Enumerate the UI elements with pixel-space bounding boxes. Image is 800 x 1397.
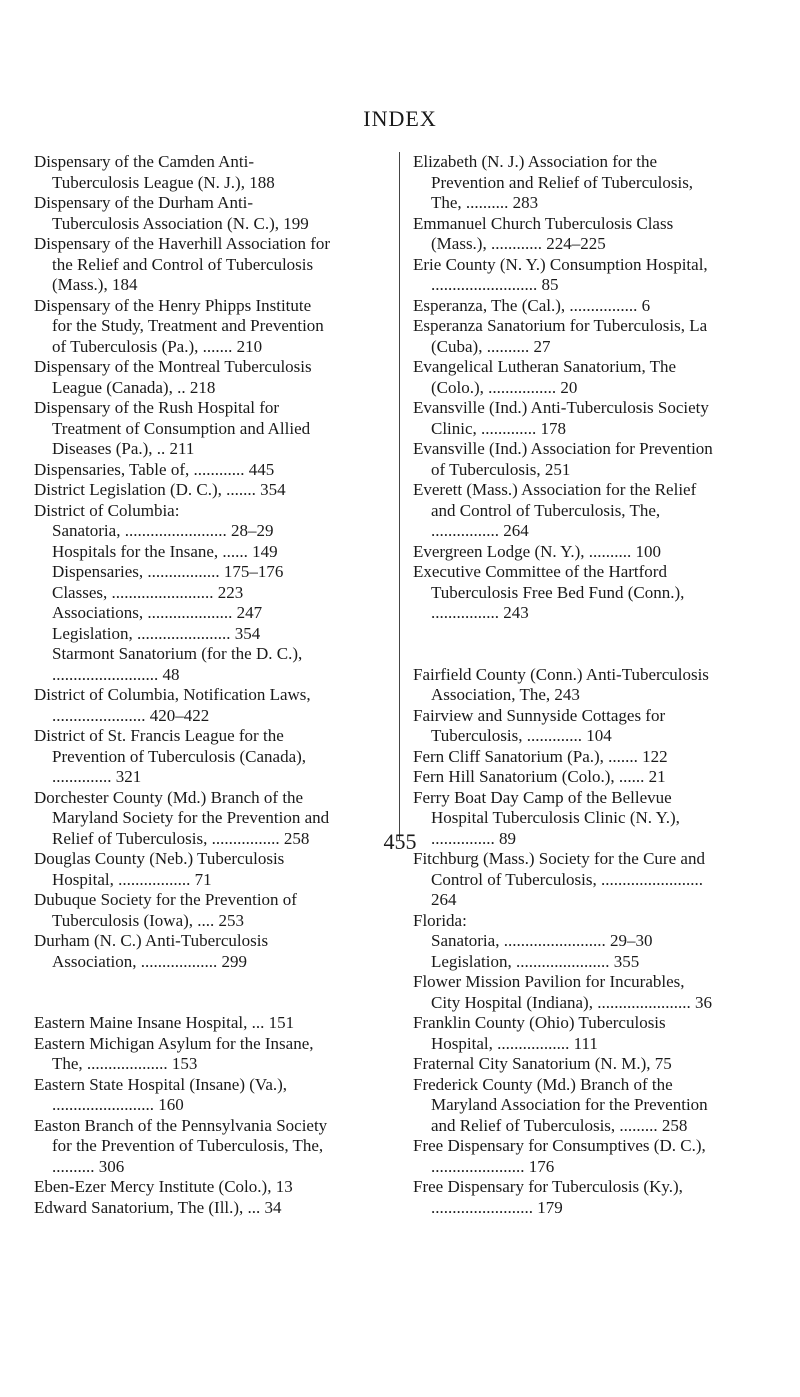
index-entry: Executive Committee of the Hartford Tuberculosis Free Bed Fund (Conn.), ................ 243 (413, 562, 685, 622)
index-entry: Durham (N. C.) Anti-Tuberculosis Association, .................. 299 (34, 931, 269, 971)
index-entry: Franklin County (Ohio) Tuberculosis Hospital, ................. 111 (413, 1013, 666, 1053)
index-entry: Easton Branch of the Pennsylvania Society for the Prevention of Tuberculosis, The, .......... 306 (34, 1115, 328, 1176)
index-entry: Erie County (N. Y.) Consumption Hospital, ......................... 85 (413, 254, 708, 294)
page-header: INDEX (363, 106, 437, 131)
index-entry: Fairview and Sunnyside Cottages for Tuberculosis, ............. 104 (413, 705, 666, 745)
index-entry: Dispensary of the Henry Phipps Institute for the Study, Treatment and Prevention of Tuberculosis (Pa.), ....... 210 (34, 295, 324, 356)
index-entry: Dispensary of the Durham Anti-Tuberculosis Association (N. C.), 199 (34, 193, 309, 233)
index-entry: Free Dispensary for Consumptives (D. C.), ...................... 176 (413, 1136, 706, 1176)
index-entry: Fairfield County (Conn.) Anti-Tuberculosis Association, The, 243 (413, 664, 709, 704)
index-entry: Dispensaries, Table of, ............ 445 (34, 459, 275, 479)
index-entry: Dispensary of the Rush Hospital for Treatment of Consumption and Allied Diseases (Pa.), .. 211 (34, 398, 311, 458)
index-subentry: Legislation, ...................... 354 (52, 623, 261, 643)
index-subentry: Hospitals for the Insane, ...... 149 (52, 541, 278, 561)
index-entry: Everett (Mass.) Association for the Relief and Control of Tuberculosis, The, ................ 264 (413, 480, 697, 540)
index-subentry: Starmont Sanatorium (for the D. C.), ......................... 48 (52, 644, 303, 684)
index-entry: Fitchburg (Mass.) Society for the Cure and Control of Tuberculosis, ........................ 264 (413, 849, 705, 909)
index-entry: Fern Cliff Sanatorium (Pa.), ....... 122 (413, 746, 668, 766)
index-entry: Edward Sanatorium, The (Ill.), ... 34 (34, 1197, 282, 1217)
index-entry: Dorchester County (Md.) Branch of the Maryland Society for the Prevention and Relief of Tuberculosis, ................ 258 (34, 787, 330, 848)
index-entry: Free Dispensary for Tuberculosis (Ky.), ........................ 179 (413, 1177, 683, 1217)
index-entry: Esperanza Sanatorium for Tuberculosis, La (Cuba), .......... 27 (413, 316, 708, 356)
index-entry: District of Columbia, Notification Laws, ...................... 420–422 (34, 685, 311, 725)
index-entry: Eastern State Hospital (Insane) (Va.), ........................ 160 (34, 1074, 288, 1114)
index-entry: Evangelical Lutheran Sanatorium, The (Colo.), ................ 20 (413, 357, 677, 397)
index-heading: Florida: (413, 910, 467, 930)
index-entry: Emmanuel Church Tuberculosis Class (Mass.), ............ 224–225 (413, 213, 674, 253)
section-gap (413, 624, 713, 665)
index-entry: Eastern Maine Insane Hospital, ... 151 (34, 1013, 295, 1032)
page-number: 455 (383, 829, 417, 854)
index-entry: Elizabeth (N. J.) Association for the Prevention and Relief of Tuberculosis, The, .......... 283 (413, 152, 694, 212)
column-divider (399, 152, 400, 840)
index-entry: Evansville (Ind.) Anti-Tuberculosis Society Clinic, ............. 178 (413, 398, 709, 438)
index-entry: Dubuque Society for the Prevention of Tuberculosis (Iowa), .... 253 (34, 890, 297, 930)
index-subentry: Dispensaries, ................. 175–176 (52, 562, 284, 581)
section-gap (34, 972, 334, 1013)
index-entry: Douglas County (Neb.) Tuberculosis Hospital, ................. 71 (34, 849, 285, 889)
right-column (413, 152, 713, 1218)
index-heading: District of Columbia: (34, 500, 180, 520)
index-entry: Fern Hill Sanatorium (Colo.), ...... 21 (413, 767, 666, 786)
index-entry: Ferry Boat Day Camp of the Bellevue Hospital Tuberculosis Clinic (N. Y.), ............... 89 (413, 787, 680, 848)
index-subentry: Sanatoria, ........................ 29–30 (431, 931, 653, 950)
index-entry: Evansville (Ind.) Association for Prevention of Tuberculosis, 251 (413, 439, 713, 479)
index-entry: Flower Mission Pavilion for Incurables, City Hospital (Indiana), ...................... 36 (413, 972, 712, 1012)
index-entry: District Legislation (D. C.), ....... 354 (34, 480, 286, 499)
index-entry: Frederick County (Md.) Branch of the Maryland Association for the Prevention and Relief of Tuberculosis, ......... 258 (413, 1074, 708, 1135)
index-entry: Evergreen Lodge (N. Y.), .......... 100 (413, 541, 662, 561)
index-entry: Dispensary of the Haverhill Association for the Relief and Control of Tuberculosis (Mass.), 184 (34, 234, 331, 294)
index-subentry: Classes, ........................ 223 (52, 582, 244, 602)
index-entry: Dispensary of the Montreal Tuberculosis League (Canada), .. 218 (34, 357, 312, 397)
index-entry: Dispensary of the Camden Anti-Tuberculosis League (N. J.), 188 (34, 152, 275, 192)
index-subentry: Associations, .................... 247 (52, 603, 263, 622)
left-column (34, 152, 334, 1218)
index-entry: Eben-Ezer Mercy Institute (Colo.), 13 (34, 1177, 293, 1196)
index-entry: Esperanza, The (Cal.), ................ 6 (413, 295, 651, 315)
index-entry: Fraternal City Sanatorium (N. M.), 75 (413, 1054, 672, 1073)
index-entry: District of St. Francis League for the Prevention of Tuberculosis (Canada), .............. 321 (34, 726, 307, 786)
index-subentry: Legislation, ...................... 355 (431, 951, 640, 971)
index-subentry: Sanatoria, ........................ 28–29 (52, 521, 274, 540)
index-entry: Eastern Michigan Asylum for the Insane, The, ................... 153 (34, 1033, 314, 1073)
